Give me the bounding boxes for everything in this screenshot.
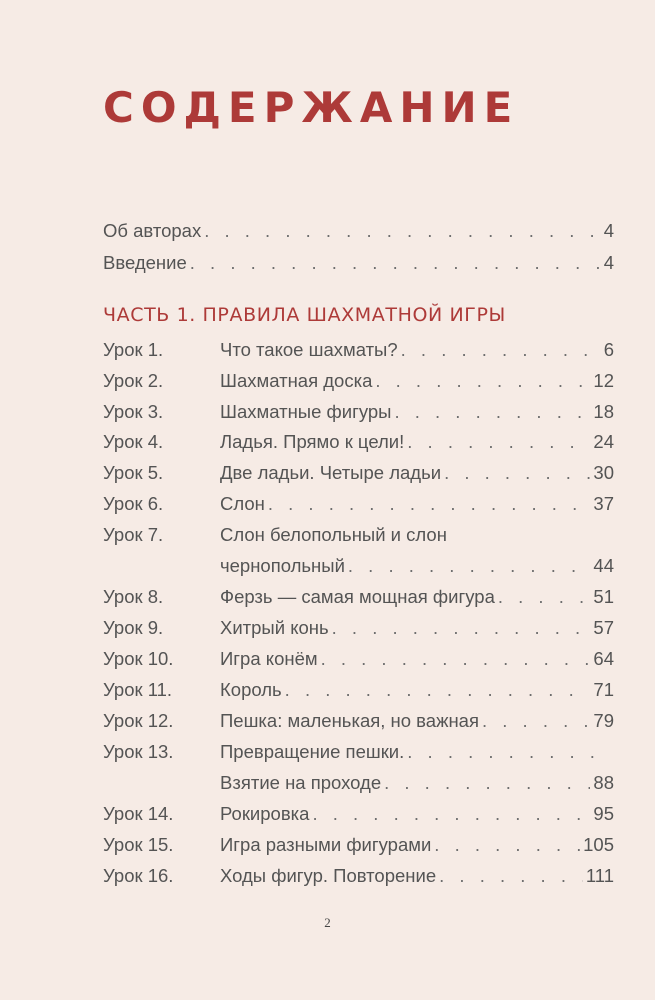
- toc-entry-title: Игра разными фигурами: [220, 834, 432, 855]
- toc-entry-lesson[interactable]: [103, 737, 614, 767]
- toc-entry-title: Шахматные фигуры: [220, 401, 392, 422]
- toc-page-number: 51: [593, 586, 614, 607]
- toc-entry-title: Игра конём: [220, 648, 318, 669]
- toc-entry-title: Что такое шахматы?: [220, 339, 398, 360]
- dot-leader: [439, 861, 583, 891]
- dot-leader: [321, 644, 591, 674]
- toc-page-number: 24: [593, 431, 614, 452]
- dot-leader: [312, 799, 590, 829]
- toc-entry-title: Слон белопольный и слон: [220, 524, 447, 545]
- lesson-number: Урок 8.: [103, 586, 164, 607]
- toc-page-number: 12: [593, 370, 614, 391]
- toc-entry-lesson[interactable]: [103, 861, 614, 891]
- toc-entry-lesson[interactable]: [103, 613, 614, 643]
- toc-page-number: 18: [593, 401, 614, 422]
- lesson-number: Урок 13.: [103, 741, 174, 762]
- toc-entry-lesson[interactable]: [103, 366, 614, 396]
- dot-leader: [394, 397, 590, 427]
- toc-entry-lesson[interactable]: [103, 458, 614, 488]
- toc-entry-lesson[interactable]: [103, 335, 614, 365]
- toc-entry-title: Ходы фигур. Повторение: [220, 865, 437, 886]
- toc-entry-title-continued: Взятие на проходе: [220, 772, 382, 793]
- dot-leader: [498, 582, 591, 612]
- dot-leader: [407, 737, 611, 767]
- toc-page-number: 105: [583, 834, 614, 855]
- toc-entry-about-authors[interactable]: [103, 216, 614, 246]
- dot-leader: [384, 768, 590, 798]
- toc-page-number: 4: [603, 252, 614, 273]
- toc-entry-title: Об авторах: [103, 220, 202, 241]
- toc-entry-lesson[interactable]: [103, 644, 614, 674]
- toc-entry-lesson[interactable]: [103, 397, 614, 427]
- toc-entry-lesson[interactable]: [103, 520, 614, 550]
- part-heading[interactable]: ЧАСТЬ 1. ПРАВИЛА ШАХМАТНОЙ ИГРЫ: [103, 304, 506, 326]
- dot-leader: [444, 458, 590, 488]
- toc-page-number: 111: [585, 865, 614, 886]
- lesson-number: Урок 14.: [103, 803, 174, 824]
- toc-page-number: 64: [593, 648, 614, 669]
- lesson-number: Урок 3.: [103, 401, 164, 422]
- dot-leader: [204, 216, 600, 246]
- lesson-number: Урок 11.: [103, 679, 173, 700]
- toc-entry-lesson[interactable]: [103, 675, 614, 705]
- dot-leader: [407, 427, 590, 457]
- toc-entry-lesson[interactable]: [103, 582, 614, 612]
- toc-entry-title: Две ладьи. Четыре ладьи: [220, 462, 442, 483]
- dot-leader: [268, 489, 591, 519]
- toc-page-number: 88: [593, 772, 614, 793]
- dot-leader: [285, 675, 591, 705]
- dot-leader: [190, 248, 601, 278]
- dot-leader: [348, 551, 591, 581]
- lesson-number: Урок 10.: [103, 648, 174, 669]
- toc-entry-lesson[interactable]: [103, 830, 614, 860]
- toc-entry-title: Введение: [103, 252, 187, 273]
- lesson-number: Урок 16.: [103, 865, 174, 886]
- toc-page-number: 79: [593, 710, 614, 731]
- lesson-number: Урок 2.: [103, 370, 164, 391]
- toc-entry-title: Пешка: маленькая, но важная: [220, 710, 479, 731]
- toc-entry-lesson[interactable]: [103, 489, 614, 519]
- lesson-number: Урок 12.: [103, 710, 174, 731]
- dot-leader: [482, 706, 590, 736]
- dot-leader: [332, 613, 591, 643]
- toc-entry-lesson-continued[interactable]: [103, 551, 614, 581]
- dot-leader: [375, 366, 590, 396]
- toc-entry-title-continued: чернопольный: [220, 555, 345, 576]
- toc-entry-title: Ладья. Прямо к цели!: [220, 431, 405, 452]
- toc-page-number: 71: [593, 679, 614, 700]
- dot-leader: [401, 335, 601, 365]
- toc-page-number: 30: [593, 462, 614, 483]
- toc-page-number: 37: [593, 493, 614, 514]
- toc-page-number: 57: [593, 617, 614, 638]
- lesson-number: Урок 4.: [103, 431, 164, 452]
- toc-entry-title: Ферзь — самая мощная фигура: [220, 586, 495, 607]
- toc-entry-lesson[interactable]: [103, 706, 614, 736]
- toc-entry-introduction[interactable]: [103, 248, 614, 278]
- toc-entry-lesson[interactable]: [103, 427, 614, 457]
- lesson-number: Урок 6.: [103, 493, 164, 514]
- lesson-number: Урок 9.: [103, 617, 164, 638]
- lesson-number: Урок 15.: [103, 834, 174, 855]
- lesson-number: Урок 5.: [103, 462, 164, 483]
- toc-entry-lesson[interactable]: [103, 799, 614, 829]
- page-title: СОДЕРЖАНИЕ: [103, 83, 520, 132]
- toc-entry-title: Король: [220, 679, 282, 700]
- toc-page-number: 6: [603, 339, 614, 360]
- toc-page-number: 4: [603, 220, 614, 241]
- toc-entry-title: Хитрый конь: [220, 617, 329, 638]
- toc-page-number: 95: [593, 803, 614, 824]
- toc-entry-title: Рокировка: [220, 803, 310, 824]
- lesson-number: Урок 1.: [103, 339, 164, 360]
- toc-entry-title: Превращение пешки.: [220, 741, 405, 762]
- dot-leader: [434, 830, 580, 860]
- toc-entry-lesson-continued[interactable]: [103, 768, 614, 798]
- page-folio-number: 2: [324, 915, 331, 930]
- toc-entry-title: Слон: [220, 493, 265, 514]
- toc-page-number: 44: [593, 555, 614, 576]
- toc-entry-title: Шахматная доска: [220, 370, 373, 391]
- lesson-number: Урок 7.: [103, 524, 164, 545]
